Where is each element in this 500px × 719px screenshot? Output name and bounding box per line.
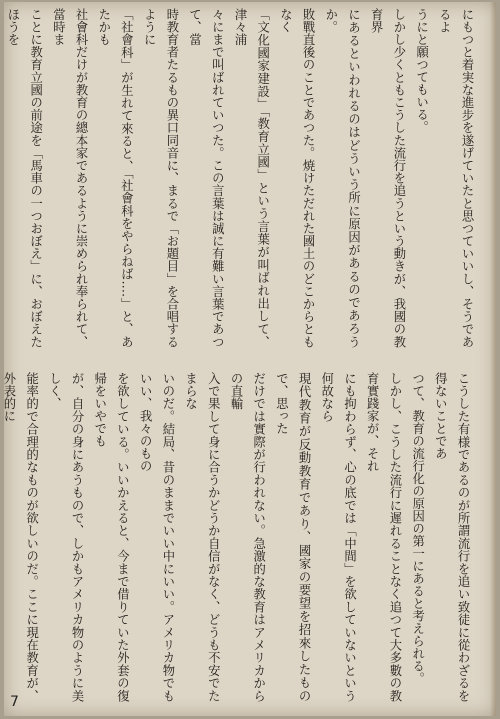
top-text-line: にもつと着実な進步を遂げていたと思つていいし、そうであるよ	[437, 8, 474, 348]
bottom-text-line: 能率的で合理的なものが欲しいのだ。ここに現在教育が、外表的に	[1, 372, 39, 702]
top-text-line: 「文化國家建設」「教育立國」という言葉が叫ばれ出して、津々浦	[232, 8, 270, 348]
bottom-text-block	[1, 372, 474, 702]
page-number: 7	[10, 694, 19, 710]
bottom-text-line: にも拘わらず、心の底では「中間」を欲していないという何故なら	[319, 372, 357, 702]
bottom-text-line: を欲している。いいかえると、今まで借りていた外套の復帰をいやでも	[92, 372, 130, 702]
bottom-text-line: こうした有様であるのが所謂流行を追い致徒に從わざるを得ないことであ	[433, 372, 470, 702]
top-text-line: 々にまで叫ばれていつた。この言葉は誠に有難い言葉であつて、當	[187, 8, 225, 348]
top-text-line	[0, 8, 1, 348]
bottom-text-line: 現代教育が反動教育であり、國家の要望を招來したもので、思った	[274, 372, 312, 702]
top-text-block	[5, 8, 478, 348]
top-text-line: 敗戰直後のことであつた。焼けただれた國土のどこからともなく	[278, 8, 316, 348]
bottom-text-line: だけでは實際が行われない。急激的な教育はアメリカからの直輸	[228, 372, 266, 702]
page-fold-shadow	[490, 2, 496, 716]
top-text-line: ことに教育立國の前途を「馬車の一つおぼえ」に、おぼえたほうを	[5, 8, 43, 348]
bottom-text-line: 入で果して身に合うかどうか自信がなく、どうも不安でたまらな	[183, 372, 221, 702]
top-text-line: しかし少くともこうした流行を追うという動きが、我國の教育界	[369, 8, 406, 348]
bottom-text-line: が、自分の身にあうもので、しかもアメリカ物のように美しく、	[47, 372, 85, 702]
document-page	[1, 2, 496, 716]
top-text-line: うにと願つてもいる。	[414, 8, 429, 133]
bottom-text-line: つて、教育の流行化の原因の第一にあると考えられる。	[410, 372, 425, 685]
top-text-line: 時教育者たるもの異口同音に、まるで「お題目」を合唱するように	[142, 8, 179, 348]
bottom-text-line: しかし、こうした流行に遲れることなく追つて大多數の教育實踐家が、それ	[365, 372, 402, 702]
top-text-line: 社會科だけが教育の總本家であるように崇められ奉られて、當時ま	[51, 8, 89, 348]
top-text-line: にあるといわれるのはどういう所に原因があるのであろうか。	[323, 8, 361, 348]
bottom-text-line: いのだ。結局、昔のままでいい中にいい。アメリカ物でもいい、我々のもの	[138, 372, 175, 702]
top-text-line: 「社會科」が生れて來ると、「社會科をやらねば‥‥」と、あたかも	[96, 8, 134, 348]
